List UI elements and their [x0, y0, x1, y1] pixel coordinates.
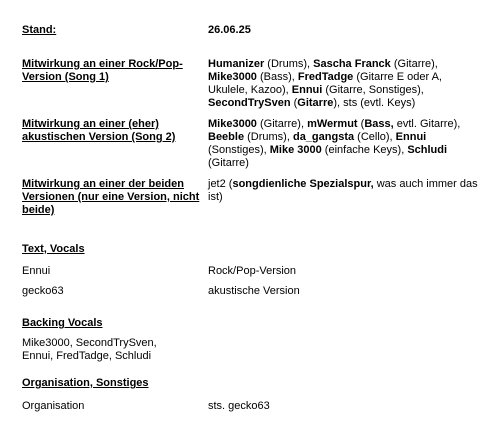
participant: Mike 3000	[269, 144, 322, 156]
participant: Ennui	[395, 131, 427, 143]
both-participants	[208, 178, 483, 204]
role: (Cello),	[354, 131, 396, 143]
rock-participants	[208, 58, 483, 110]
participant: Sascha Franck	[313, 58, 391, 70]
participant: Mike3000	[208, 71, 257, 83]
role: (Drums),	[244, 131, 293, 143]
org-value: sts. gecko63	[208, 400, 270, 412]
org-label: Organisation	[22, 400, 85, 412]
role-bold: Gitarre	[297, 97, 334, 109]
role: (Gitarre),	[390, 58, 438, 70]
role: ), sts (evtl. Keys)	[333, 97, 416, 109]
role-bold: songdienliche Spezialspur,	[232, 178, 374, 190]
participant: SecondTrySven	[208, 97, 291, 109]
role-bold: Bass,	[364, 118, 394, 130]
participant: Beeble	[208, 131, 245, 143]
role: was auch immer das ist)	[208, 178, 478, 203]
org-heading: Organisation, Sonstiges	[22, 377, 149, 389]
vocals-version-1: Rock/Pop-Version	[208, 265, 297, 277]
role: (Bass),	[256, 71, 298, 83]
participant: Schludi	[407, 144, 448, 156]
vocals-name-2: gecko63	[22, 285, 64, 297]
role: (Gitarre)	[208, 157, 249, 169]
participant: Ennui	[291, 84, 323, 96]
role: (Gitarre E oder A, Ukulele, Kazoo),	[208, 71, 442, 96]
vocals-version-2: akustische Version	[208, 285, 300, 297]
participant: da_gangsta	[292, 131, 355, 143]
role: (einfache Keys),	[321, 144, 408, 156]
rock-label: Mitwirkung an einer Rock/Pop-Version (Song 1)	[22, 58, 183, 83]
role: (	[357, 118, 365, 130]
participant: FredTadge	[297, 71, 354, 83]
role: evtl. Gitarre),	[393, 118, 461, 130]
participant: mWermut	[307, 118, 358, 130]
backing-heading: Backing Vocals	[22, 317, 103, 329]
participant: jet2 (	[208, 178, 233, 190]
acoustic-participants	[208, 118, 483, 170]
both-label: Mitwirkung an einer der beiden Versionen (nur eine Version, nicht beide)	[22, 178, 200, 216]
backing-names: Mike3000, SecondTrySven, Ennui, FredTadge, Schludi	[22, 337, 157, 362]
role: (Gitarre),	[256, 118, 308, 130]
role: (	[290, 97, 298, 109]
stand-date: 26.06.25	[208, 24, 251, 36]
stand-label: Stand:	[22, 24, 57, 36]
role: (Sonstiges),	[208, 144, 270, 156]
participant: Humanizer	[208, 58, 265, 70]
acoustic-label: Mitwirkung an einer (eher) akustischen Version (Song 2)	[22, 118, 176, 143]
role: (Drums),	[264, 58, 314, 70]
vocals-name-1: Ennui	[22, 265, 51, 277]
participant: Mike3000	[208, 118, 257, 130]
role: (Gitarre, Sonstiges),	[322, 84, 424, 96]
vocals-heading: Text, Vocals	[22, 243, 85, 255]
